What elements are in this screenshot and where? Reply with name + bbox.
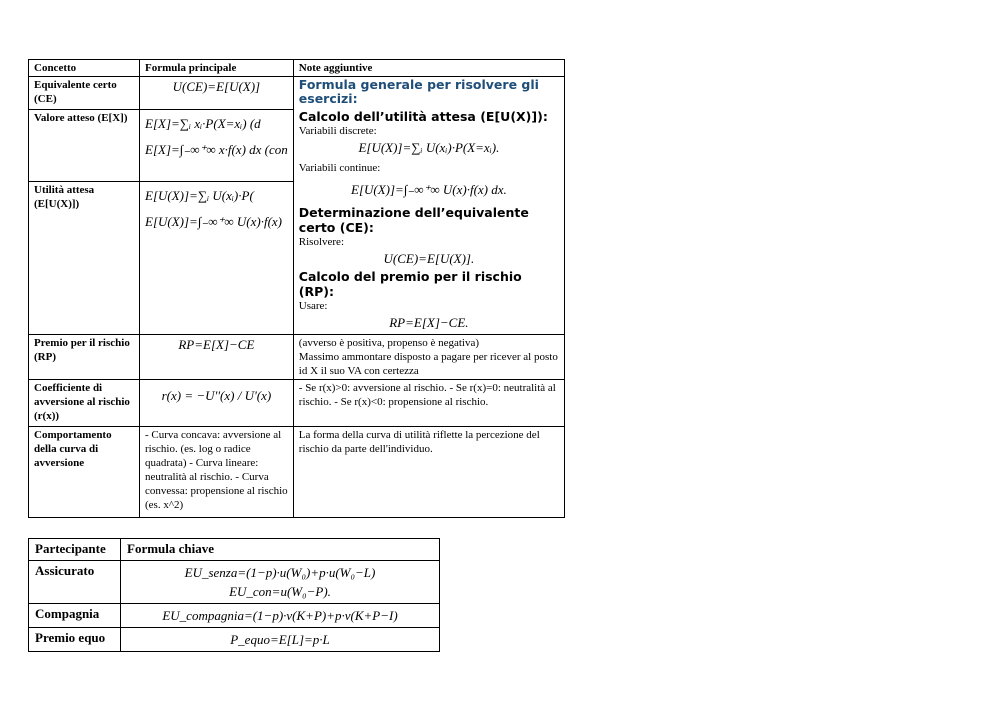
formula-ev-discrete: E[X]=∑ᵢ xᵢ·P(X=xᵢ) (d [145,115,261,131]
formula-eu-company: EU_compagnia=(1−p)·v(K+P)+p·v(K+P−I) [162,608,398,623]
label-use: Usare: [298,300,328,312]
concept-cell: Utilità attesa (E[U(X)]) [29,182,140,335]
formula-cell [121,561,440,604]
table-row [29,77,565,110]
eq-solve: U(CE)=E[U(X)]. [383,251,475,266]
notes-cell: La forma della curva di utilità riflette la percezione del rischio da parte dell'individuo. [293,427,564,518]
formula-cell [140,109,294,182]
header-formula: Formula principale [140,60,294,77]
participant-cell: Premio equo [29,628,121,652]
concepts-table [28,59,565,518]
concept-cell: Premio per il rischio (RP) [29,335,140,380]
table-header-row [29,539,440,561]
table-row [29,628,440,652]
notes-cell [293,335,564,380]
formula-cell: - Curva concava: avversione al rischio. (es. log o radice quadrata) - Curva lineare: neutralità al rischio. - Curva convessa: propensione al rischio (es. x^2) [140,427,294,518]
participant-cell: Compagnia [29,604,121,628]
table-row [29,335,565,380]
notes-section-ce: Determinazione dell’equivalente certo (CE): [298,205,529,235]
table-row [29,604,440,628]
label-solve: Risolvere: [298,236,344,248]
header-key-formula: Formula chiave [121,539,440,561]
notes-title: Formula generale per risolvere gli esercizi: [298,77,539,106]
formula-rp: RP=E[X]−CE [178,337,255,352]
formula-eu-without: EU_senza=(1−p)·u(W₀)+p·u(W₀−L) [184,565,376,580]
notes-cell: - Se r(x)>0: avversione al rischio. - Se r(x)=0: neutralità al rischio. - Se r(x)<0: propensione al rischio. [293,380,564,427]
concept-cell: Coefficiente di avversione al rischio (r(x)) [29,380,140,427]
table-header-row [29,60,565,77]
concept-cell: Equivalente certo (CE) [29,77,140,110]
label-discrete: Variabili discrete: [298,125,377,137]
insurance-table [28,538,440,652]
formula-ce: U(CE)=E[U(X)] [172,79,261,94]
table-row [29,380,565,427]
formula-cell [121,604,440,628]
concept-cell: Comportamento della curva di avversione [29,427,140,518]
table-row [29,561,440,604]
notes-section-expected-utility: Calcolo dell’utilità attesa (E[U(X)]): [298,109,548,124]
formula-cell [140,335,294,380]
header-notes: Note aggiuntive [293,60,564,77]
formula-arrow-pratt: r(x) = −U''(x) / U'(x) [161,388,272,403]
note-definition: Massimo ammontare disposto a pagare per ricever al posto id X il suo VA con certezza [298,351,558,377]
notes-section-rp: Calcolo del premio per il rischio (RP): [298,269,522,299]
eq-use: RP=E[X]−CE. [389,315,469,330]
note-sign: (avverso è positiva, propenso è negativa) [298,337,479,349]
formula-ev-continuous: E[X]=∫₋∞⁺∞ x·f(x) dx (con [145,141,288,157]
header-concept: Concetto [29,60,140,77]
eq-continuous: E[U(X)]=∫₋∞⁺∞ U(x)·f(x) dx. [351,182,507,197]
participant-cell: Assicurato [29,561,121,604]
formula-cell [121,628,440,652]
formula-eu-with: EU_con=u(W₀−P). [229,584,331,599]
concept-cell: Valore atteso (E[X]) [29,109,140,182]
table-row [29,427,565,518]
formula-eu-discrete: E[U(X)]=∑ᵢ U(xᵢ)·P( [145,188,254,204]
formula-fair-premium: P_equo=E[L]=p·L [230,632,330,647]
formula-cell [140,182,294,335]
eq-discrete: E[U(X)]=∑ᵢ U(xᵢ)·P(X=xᵢ). [358,140,500,155]
label-continuous: Variabili continue: [298,162,381,174]
formula-cell [140,380,294,427]
formula-cell [140,77,294,110]
notes-box [293,77,564,335]
header-participant: Partecipante [29,539,121,561]
formula-eu-continuous: E[U(X)]=∫₋∞⁺∞ U(x)·f(x) [145,214,282,230]
